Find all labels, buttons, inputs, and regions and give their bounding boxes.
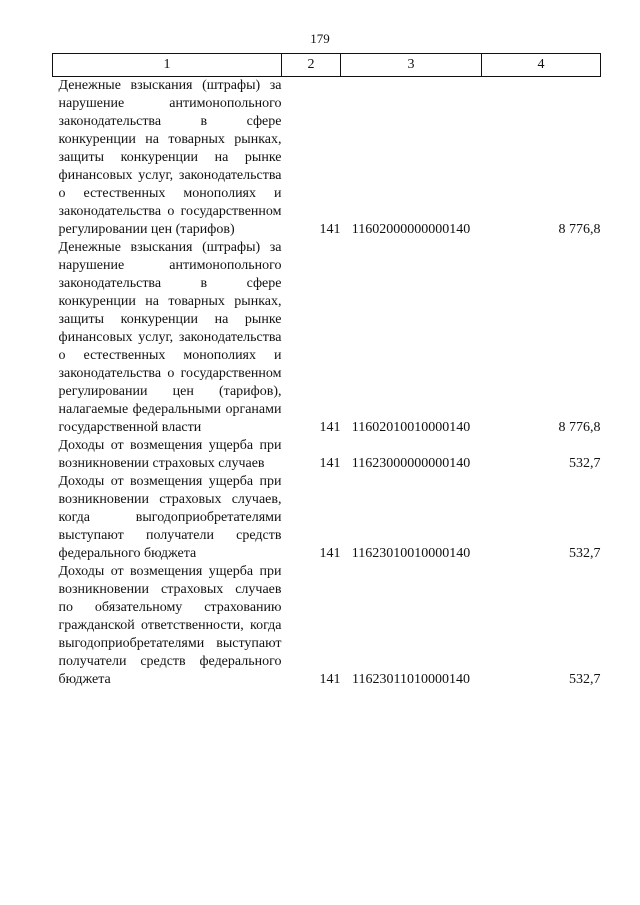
header-row xyxy=(53,54,601,77)
admin-code-cell: 141 xyxy=(319,456,341,471)
amount-cell: 532,7 xyxy=(569,546,601,561)
budget-code-cell: 11623000000000140 xyxy=(351,456,471,471)
admin-code-cell: 141 xyxy=(319,546,341,561)
table-row xyxy=(53,563,601,689)
revenue-name-cell xyxy=(53,77,282,240)
column-header-1: 1 xyxy=(53,54,282,77)
table-row xyxy=(53,473,601,563)
revenue-name: Денежные взыскания (штрафы) за нарушение антимонопольного законодательства в сфере конкуренции на товарных рынках, защиты конкуренции на рынке финансовых услуг, законодательства о естественных монополиях и законодательства о государственном регулировании цен (тарифов) xyxy=(58,78,282,237)
column-header-4: 4 xyxy=(482,54,601,77)
page-number: 179 xyxy=(310,31,330,46)
admin-code-cell: 141 xyxy=(319,672,341,687)
revenue-name: Доходы от возмещения ущерба при возникновении страховых случаев, когда выгодоприобретателями выступают получатели средств федерального бюджета xyxy=(58,474,282,561)
amount-cell: 532,7 xyxy=(569,672,601,687)
revenue-name-cell xyxy=(53,239,282,437)
admin-code-cell: 141 xyxy=(319,420,341,435)
column-header-3: 3 xyxy=(341,54,482,77)
revenue-name-cell xyxy=(53,563,282,689)
table-row xyxy=(53,239,601,437)
revenue-name: Доходы от возмещения ущерба при возникновении страховых случаев xyxy=(58,438,282,471)
table-row xyxy=(53,77,601,240)
budget-code-cell: 11623010010000140 xyxy=(351,546,471,561)
budget-revenue-table xyxy=(52,53,601,689)
budget-code-cell: 11602010010000140 xyxy=(351,420,471,435)
admin-code-cell: 141 xyxy=(319,222,341,237)
revenue-name-cell xyxy=(53,437,282,473)
revenue-name: Денежные взыскания (штрафы) за нарушение антимонопольного законодательства в сфере конкуренции на товарных рынках, защиты конкуренции на рынке финансовых услуг, законодательства о естественных монополиях и законодательства о государственном регулировании цен (тарифов), налагаемые федеральными органами государственной власти xyxy=(58,240,282,435)
amount-cell: 532,7 xyxy=(569,456,601,471)
table-body xyxy=(53,77,601,690)
revenue-name-cell xyxy=(53,473,282,563)
column-header-2: 2 xyxy=(282,54,341,77)
table-row xyxy=(53,437,601,473)
amount-cell: 8 776,8 xyxy=(558,222,601,237)
budget-code-cell: 11602000000000140 xyxy=(351,222,471,237)
table-header xyxy=(53,54,601,77)
revenue-name: Доходы от возмещения ущерба при возникновении страховых случаев по обязательному страхованию гражданской ответственности, когда выгодоприобретателями выступают получатели средств федерального бюджета xyxy=(58,564,282,687)
budget-code-cell: 11623011010000140 xyxy=(352,672,470,687)
amount-cell: 8 776,8 xyxy=(558,420,601,435)
